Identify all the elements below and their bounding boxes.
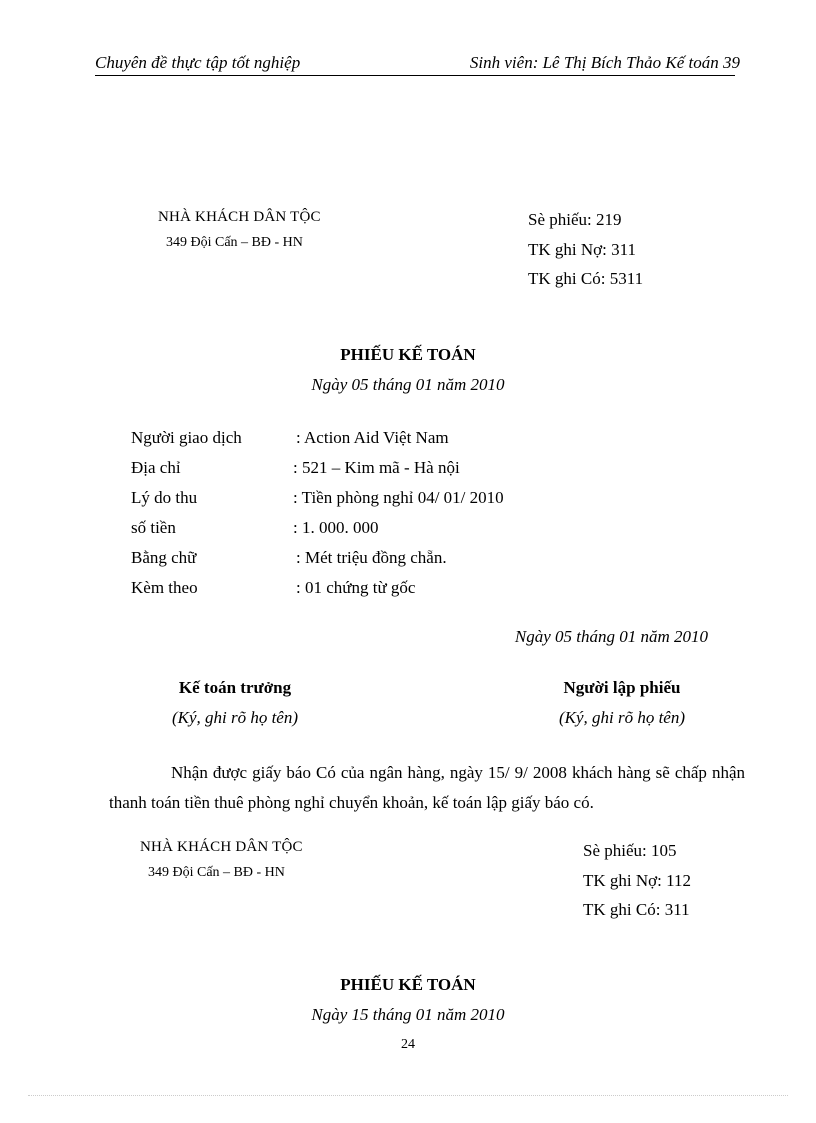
- field-value-in-words: : Mét triệu đồng chẵn.: [296, 548, 447, 567]
- page-number: 24: [401, 1037, 415, 1052]
- voucher-date-2: Ngày 15 tháng 01 năm 2010: [311, 1005, 505, 1024]
- footer-rule: [28, 1095, 788, 1096]
- field-label-attachments: Kèm theo: [131, 578, 198, 597]
- voucher-number-2: Sè phiếu: 105: [583, 841, 677, 860]
- org-name-2: NHÀ KHÁCH DÂN TỘC: [140, 839, 303, 855]
- header-left: Chuyên đề thực tập tốt nghiệp: [95, 53, 301, 72]
- chief-accountant-note: (Ký, ghi rõ họ tên): [171, 708, 299, 727]
- credit-account-2: TK ghi Có: 311: [583, 900, 690, 919]
- field-value-amount: : 1. 000. 000: [293, 518, 379, 537]
- org-address-2: 349 Đội Cấn – BĐ - HN: [148, 865, 285, 880]
- field-value-address: : 521 – Kim mã - Hà nội: [293, 458, 460, 477]
- voucher-number: Sè phiếu: 219: [528, 210, 622, 229]
- field-value-reason: : Tiền phòng nghỉ 04/ 01/ 2010: [293, 488, 504, 507]
- field-label-reason: Lý do thu: [131, 488, 198, 507]
- voucher-title-2: PHIẾU KẾ TOÁN: [340, 975, 476, 994]
- preparer-title: Người lập phiếu: [563, 678, 681, 697]
- field-value-counterparty: : Action Aid Việt Nam: [296, 428, 449, 447]
- chief-accountant-title: Kế toán trưởng: [178, 678, 292, 697]
- sign-date: Ngày 05 tháng 01 năm 2010: [514, 627, 708, 646]
- field-label-counterparty: Người giao dịch: [131, 428, 242, 447]
- header-right: Sinh viên: Lê Thị Bích Thảo Kế toán 39: [469, 53, 740, 72]
- org-name: NHÀ KHÁCH DÂN TỘC: [158, 209, 321, 225]
- credit-account: TK ghi Có: 5311: [528, 269, 644, 288]
- field-label-address: Địa chỉ: [131, 458, 181, 477]
- field-value-attachments: : 01 chứng từ gốc: [296, 578, 416, 597]
- debit-account: TK ghi Nợ: 311: [528, 240, 636, 259]
- header-rule: [95, 75, 735, 76]
- preparer-note: (Ký, ghi rõ họ tên): [558, 708, 686, 727]
- org-address: 349 Đội Cấn – BĐ - HN: [166, 235, 303, 250]
- body-paragraph: Nhận được giấy báo Có của ngân hàng, ngày 15/ 9/ 2008 khách hàng sẽ chấp nhận thanh toán tiền thuê phòng nghỉ chuyển khoản, kế toán lập giấy báo có.: [109, 763, 745, 812]
- voucher-date: Ngày 05 tháng 01 năm 2010: [311, 375, 505, 394]
- field-label-in-words: Bằng chữ: [131, 548, 197, 567]
- field-label-amount: số tiền: [131, 518, 176, 537]
- voucher-title: PHIẾU KẾ TOÁN: [340, 345, 476, 364]
- debit-account-2: TK ghi Nợ: 112: [583, 871, 691, 890]
